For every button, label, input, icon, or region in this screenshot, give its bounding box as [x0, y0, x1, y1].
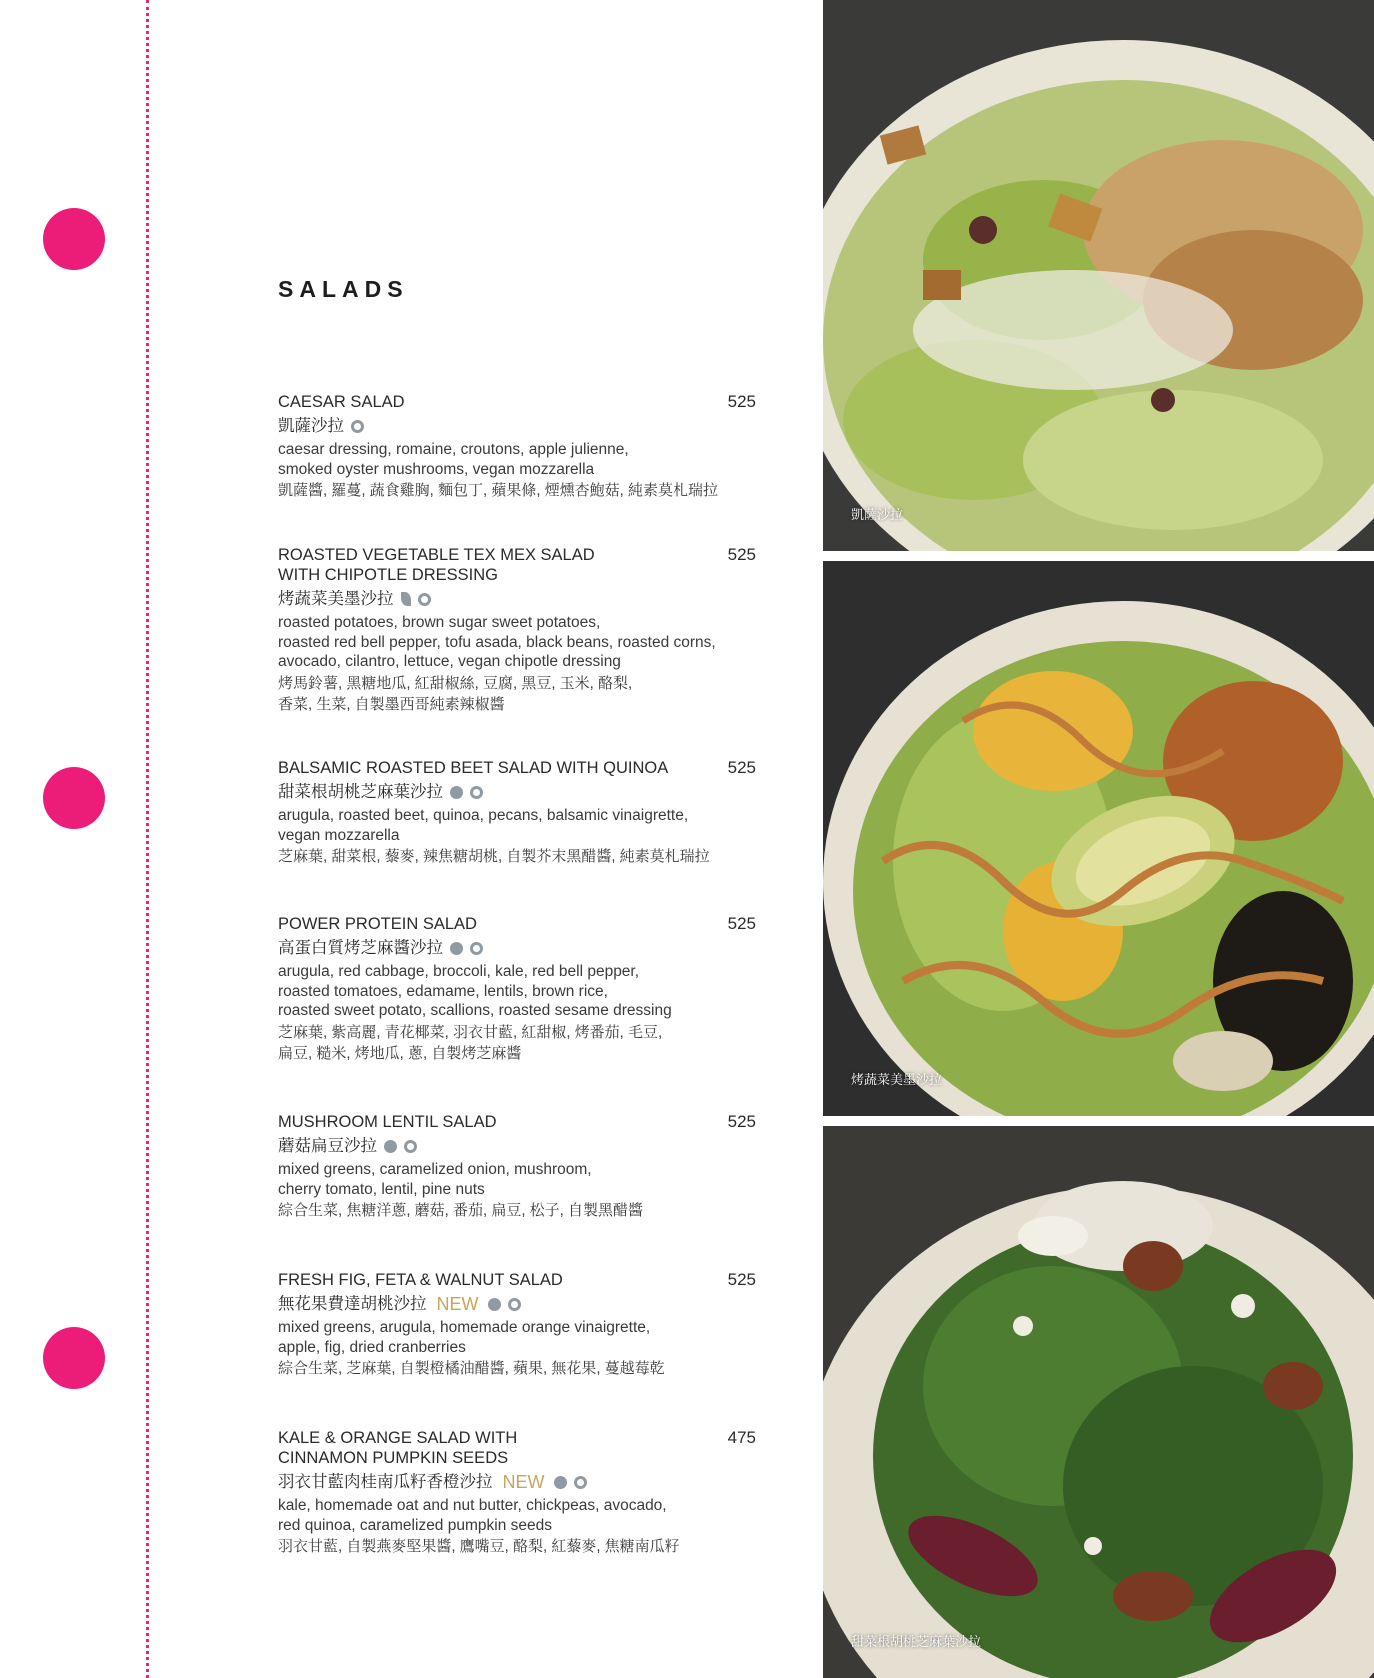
item-price: 525	[727, 1112, 756, 1131]
menu-item-beet	[278, 758, 756, 867]
gluten-free-icon	[384, 1140, 397, 1153]
photo-beet-salad	[823, 1126, 1374, 1678]
item-name-en: CAESAR SALAD	[278, 393, 405, 411]
item-name-zh: 蘑菇扁豆沙拉	[278, 1137, 377, 1155]
menu-item-fig-feta	[278, 1270, 756, 1379]
item-name-zh-row	[278, 1135, 756, 1157]
item-desc-zh: 綜合生菜, 焦糖洋蔥, 蘑菇, 番茄, 扁豆, 松子, 自製黑醋醬	[278, 1202, 644, 1219]
menu-item-tex-mex	[278, 545, 756, 715]
item-desc-en: kale, homemade oat and nut butter, chickpeas, avocado, red quinoa, caramelized pumpkin seeds	[278, 1497, 667, 1534]
gluten-free-icon	[450, 786, 463, 799]
item-desc-zh: 烤馬鈴薯, 黑糖地瓜, 紅甜椒絲, 豆腐, 黑豆, 玉米, 酪梨, 香菜, 生菜, 自製墨西哥純素辣椒醬	[278, 674, 633, 713]
item-name-zh-row	[278, 1293, 756, 1315]
gluten-free-icon	[450, 942, 463, 955]
gluten-free-icon	[554, 1476, 567, 1489]
item-name-en: BALSAMIC ROASTED BEET SALAD WITH QUINOA	[278, 759, 669, 777]
photo-caption: 甜菜根胡桃芝麻葉沙拉	[851, 1634, 982, 1649]
binder-hole-bottom	[43, 1327, 105, 1389]
item-name-zh-row	[278, 781, 756, 803]
vegan-icon	[574, 1476, 587, 1489]
section-title: SALADS	[278, 276, 409, 302]
item-price: 525	[727, 545, 756, 564]
new-badge: NEW	[502, 1472, 545, 1492]
item-name-en: KALE & ORANGE SALAD WITH CINNAMON PUMPKIN SEEDS	[278, 1429, 518, 1467]
vegan-icon	[470, 942, 483, 955]
vegan-icon	[508, 1298, 521, 1311]
item-name-zh: 高蛋白質烤芝麻醬沙拉	[278, 939, 443, 957]
item-desc-zh: 芝麻葉, 甜菜根, 藜麥, 辣焦糖胡桃, 自製芥末黑醋醬, 純素莫札瑞拉	[278, 848, 710, 865]
photo-caption: 凱薩沙拉	[851, 507, 904, 522]
caesar-salad-illustration	[823, 0, 1374, 551]
photo-tex-mex-salad	[823, 561, 1374, 1116]
item-price: 525	[727, 392, 756, 411]
binder-hole-middle	[43, 767, 105, 829]
new-badge: NEW	[436, 1294, 479, 1314]
item-desc-en: mixed greens, arugula, homemade orange vinaigrette, apple, fig, dried cranberries	[278, 1319, 651, 1356]
menu-item-caesar	[278, 392, 756, 501]
item-desc-en: caesar dressing, romaine, croutons, apple julienne, smoked oyster mushrooms, vegan mozzarella	[278, 441, 629, 478]
item-name-zh-row	[278, 588, 756, 610]
item-desc-zh: 芝麻葉, 紫高麗, 青花椰菜, 羽衣甘藍, 紅甜椒, 烤番茄, 毛豆, 扁豆, 糙米, 烤地瓜, 蔥, 自製烤芝麻醬	[278, 1023, 663, 1062]
item-name-zh: 烤蔬菜美墨沙拉	[278, 590, 394, 608]
item-name-zh: 無花果費達胡桃沙拉	[278, 1295, 427, 1313]
item-name-zh-row	[278, 415, 756, 437]
item-name-en: FRESH FIG, FETA & WALNUT SALAD	[278, 1271, 563, 1289]
spicy-icon	[401, 592, 411, 606]
menu-item-kale-orange	[278, 1428, 756, 1557]
item-price: 475	[727, 1428, 756, 1447]
item-desc-en: arugula, roasted beet, quinoa, pecans, balsamic vinaigrette, vegan mozzarella	[278, 807, 689, 844]
item-desc-en: mixed greens, caramelized onion, mushroom, cherry tomato, lentil, pine nuts	[278, 1161, 592, 1198]
binder-hole-top	[43, 208, 105, 270]
vegan-icon	[404, 1140, 417, 1153]
item-price: 525	[727, 914, 756, 933]
item-price: 525	[727, 1270, 756, 1289]
item-desc-en: arugula, red cabbage, broccoli, kale, red bell pepper, roasted tomatoes, edamame, lentils, brown rice, roasted sweet potato, scallions, roasted sesame dressing	[278, 963, 672, 1019]
vegan-icon	[351, 420, 364, 433]
tex-mex-salad-illustration	[823, 561, 1374, 1116]
photo-caption: 烤蔬菜美墨沙拉	[851, 1072, 943, 1087]
binder-dotted-line	[146, 0, 149, 1678]
item-name-zh: 羽衣甘藍肉桂南瓜籽香橙沙拉	[278, 1473, 493, 1491]
item-name-zh: 甜菜根胡桃芝麻葉沙拉	[278, 783, 443, 801]
gluten-free-icon	[488, 1298, 501, 1311]
vegan-icon	[418, 593, 431, 606]
item-desc-en: roasted potatoes, brown sugar sweet potatoes, roasted red bell pepper, tofu asada, black beans, roasted corns, avocado, cilantro, lettuce, vegan chipotle dressing	[278, 614, 716, 670]
item-name-en: POWER PROTEIN SALAD	[278, 915, 477, 933]
photo-caesar-salad	[823, 0, 1374, 551]
item-desc-zh: 凱薩醬, 羅蔓, 蔬食雞胸, 麵包丁, 蘋果條, 煙燻杏鮑菇, 純素莫札瑞拉	[278, 482, 719, 499]
item-name-en: ROASTED VEGETABLE TEX MEX SALAD WITH CHIPOTLE DRESSING	[278, 546, 595, 584]
item-desc-zh: 綜合生菜, 芝麻葉, 自製橙橘油醋醬, 蘋果, 無花果, 蔓越莓乾	[278, 1360, 665, 1377]
item-name-zh-row	[278, 937, 756, 959]
item-name-zh-row	[278, 1471, 756, 1493]
item-desc-zh: 羽衣甘藍, 自製燕麥堅果醬, 鷹嘴豆, 酪梨, 紅藜麥, 焦糖南瓜籽	[278, 1538, 680, 1555]
menu-item-mushroom-lentil	[278, 1112, 756, 1221]
item-price: 525	[727, 758, 756, 777]
item-name-en: MUSHROOM LENTIL SALAD	[278, 1113, 497, 1131]
beet-salad-illustration	[823, 1126, 1374, 1678]
vegan-icon	[470, 786, 483, 799]
item-name-zh: 凱薩沙拉	[278, 417, 344, 435]
menu-item-power-protein	[278, 914, 756, 1064]
